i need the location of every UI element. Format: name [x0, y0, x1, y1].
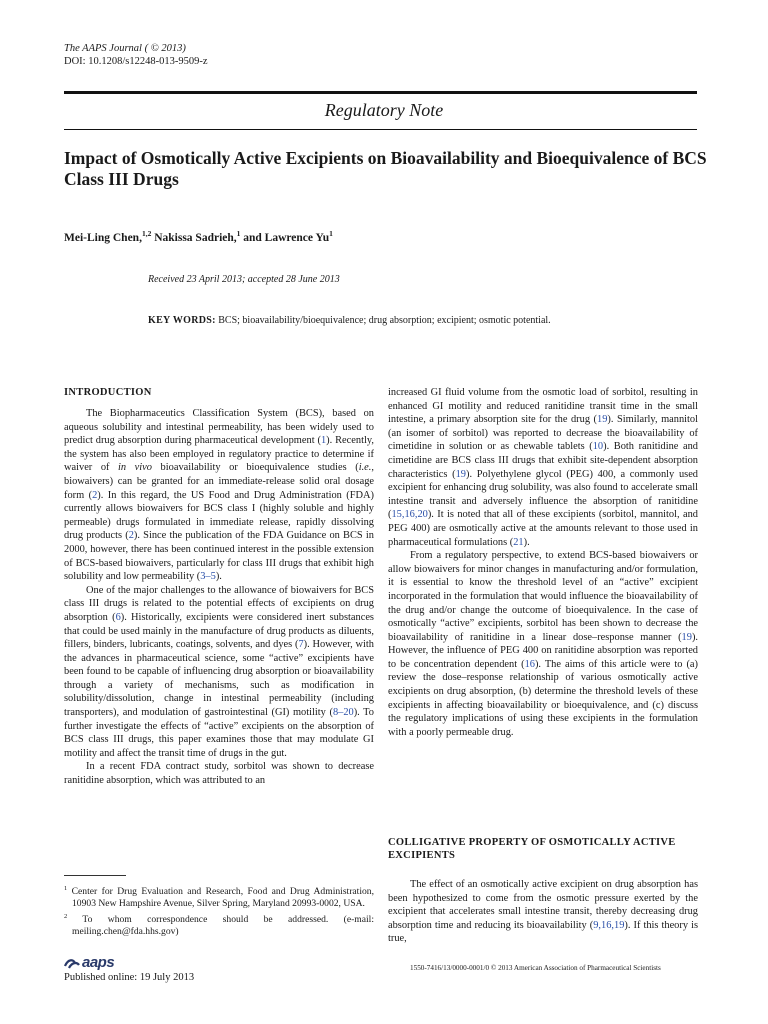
- citation-link[interactable]: 9,16,19: [593, 919, 625, 931]
- doi: DOI: 10.1208/s12248-013-9509-z: [64, 56, 208, 67]
- citation-link[interactable]: 8–20: [332, 707, 354, 719]
- keywords: [148, 315, 551, 326]
- intro-paragraph-3: In a recent FDA contract study, sorbitol was shown to decrease ranitidine absorption, which was attributed to an: [64, 761, 374, 787]
- author-chen: Mei-Ling Chen,: [64, 231, 142, 244]
- citation-link[interactable]: 6: [115, 611, 121, 623]
- keywords-list: BCS; bioavailability/bioequivalence; drug absorption; excipient; osmotic potential.: [215, 315, 551, 326]
- citation-link[interactable]: 19: [455, 468, 466, 480]
- citation-link[interactable]: 2: [92, 489, 98, 501]
- journal-year: ( © 2013): [144, 43, 186, 54]
- author-sadrieh-affil: 1: [236, 229, 241, 238]
- footnote-1: $^1$ Center for Drug Evaluation and Research, Food and Drug Administration, 10903 New Hampshire Avenue, Silver Spring, Maryland 20993-0002, USA.: [64, 885, 374, 910]
- author-sadrieh: Nakissa Sadrieh,: [151, 231, 237, 244]
- citation-link[interactable]: 16: [524, 658, 535, 670]
- authors: [64, 229, 333, 244]
- aaps-swirl-icon: [64, 957, 80, 969]
- colligative-heading: COLLIGATIVE PROPERTY OF OSMOTICALLY ACTIVE EXCIPIENTS: [388, 837, 676, 861]
- right-paragraph-2: From a regulatory perspective, to extend BCS-based biowaivers or allow biowaivers for minor changes in manufacturing and/or formulation, it is essential to know the threshold level of an “active” excipient incorporated in the formulation that would influence the bioavailability of the drug and/or change the outcome of bioequivalence. In the case of osmotically “active” excipients, sorbitol has been shown to decrease the bioavailability of ranitidine in a linear dose–response manner (19). However, the influence of PEG 400 on ranitidine absorption was reported to be concentration dependent (16). The aims of this article were to (a) review the dose–response relationship of various osmotically active excipients on drug absorption, (b) determine the threshold levels of these excipients in affecting bioavailability or bioequivalence, and (c) discuss the regulatory implications of using these excipients in the formulation with a poorly permeable drug.: [388, 550, 699, 738]
- citation-link[interactable]: 15,16,20: [391, 509, 428, 521]
- keywords-label: KEY WORDS:: [148, 315, 216, 326]
- published-date: Published online: 19 July 2013: [64, 972, 195, 983]
- received-dates: Received 23 April 2013; accepted 28 June 2013: [148, 274, 340, 285]
- right-paragraph-1: increased GI fluid volume from the osmotic load of sorbitol, resulting in enhanced GI motility and reduced ranitidine transit time in the small intestine, a primary absorption site for the drug (19). Similarly, mannitol (an isomer of sorbitol) was reported to decrease the bioavailability of cimetidine in solution or as chewable tablets (10). Both ranitidine and cimetidine are BCS class III drugs that exhibit site-dependent absorption characteristics (19). Polyethylene glycol (PEG) 400, a commonly used excipient for enhancing drug solubility, was also found to accelerate small intestine transit and adversely influence the absorption of ranitidine (15,16,20). It is noted that all of these excipients (sorbitol, mannitol, and PEG 400) are osmotically active at the amounts relevant to those used in pharmaceutical formulations (21).: [388, 387, 699, 548]
- journal-header: [64, 42, 207, 68]
- right-column: [388, 386, 698, 739]
- author-yu: and Lawrence Yu: [240, 231, 330, 244]
- footnote-2: $^2$ To whom correspondence should be addressed. (e-mail: meiling.chen@fda.hhs.gov): [64, 912, 374, 937]
- article-title: Impact of Osmotically Active Excipients on Bioavailability and Bioequivalence of BCS Class III Drugs: [64, 148, 707, 189]
- footnotes: [64, 883, 374, 938]
- section-type: Regulatory Note: [324, 100, 444, 120]
- citation-link[interactable]: 7: [298, 639, 304, 651]
- right-column-lower: [388, 878, 698, 946]
- left-column: [64, 407, 374, 788]
- top-rule: [64, 91, 697, 94]
- author-yu-affil: 1: [329, 229, 333, 238]
- citation-link[interactable]: 19: [681, 631, 692, 643]
- author-chen-affil: 1,2: [141, 229, 152, 238]
- intro-paragraph-1: The Biopharmaceutics Classification System (BCS), based on aqueous solubility and intestinal permeability, has been widely used to predict drug absorption during pharmaceutical development (1). Recently, the system has also been employed in regulatory practice to determine if waiver of in vivo bioavailability or bioequivalence studies (i.e., biowaivers) can be granted for an immediate-release solid oral dosage form (2). In this regard, the US Food and Drug Administration (FDA) currently allows biowaivers for BCS class I (highly soluble and highly permeable) drugs formulated in immediate release, rapidly dissolving drug products (2). Since the publication of the FDA Guidance on BCS in 2000, however, there has been continued interest in the possible extension of BCS-based biowaivers, particularly for class III drugs that exhibit high solubility and low permeability (3–5).: [64, 408, 374, 583]
- journal-title: The AAPS Journal: [64, 43, 142, 54]
- citation-link[interactable]: 3–5: [200, 571, 216, 583]
- introduction-heading: INTRODUCTION: [64, 387, 152, 398]
- aaps-logo: [64, 954, 114, 971]
- intro-paragraph-2: One of the major challenges to the allowance of biowaivers for BCS class III drugs is related to the potential effects of excipients on drug absorption (6). Historically, excipients were considered inert substances that could be used mainly in the manufacture of drug products as diluents, fillers, binders, lubricants, coatings, solvents, and dyes (7). However, with the advances in pharmaceutical science, some “active” excipients have been found to be capable of influencing drug absorption or bioavailability through a variety of mechanisms, such as modification in solubility/dissolution, change in intestinal permeability (including transporters), and modulation of gastrointestinal (GI) motility (8–20). To further investigate the effects of “active” excipients on the absorption of BCS class III drugs, this paper examines those that may modulate GI motility and affect the transit time of drugs in the gut.: [64, 584, 374, 759]
- copyright-line: 1550-7416/13/0000-0001/0 © 2013 American Association of Pharmaceutical Scientists: [410, 964, 661, 972]
- aaps-logo-text: aaps: [82, 954, 115, 971]
- citation-link[interactable]: 10: [592, 441, 604, 453]
- section-rule: [64, 129, 697, 130]
- citation-link[interactable]: 2: [128, 530, 134, 542]
- colligative-paragraph-1: The effect of an osmotically active excipient on drug absorption has been hypothesized to come from the osmotic pressure exerted by the excipient that accelerates small intestine transit, thereby decreasing drug absorption time and reducing its bioavailability (9,16,19). If this theory is true,: [388, 879, 699, 945]
- citation-link[interactable]: 21: [513, 536, 524, 548]
- citation-link[interactable]: 1: [320, 435, 327, 447]
- footnote-rule: [64, 875, 126, 876]
- citation-link[interactable]: 19: [597, 414, 608, 426]
